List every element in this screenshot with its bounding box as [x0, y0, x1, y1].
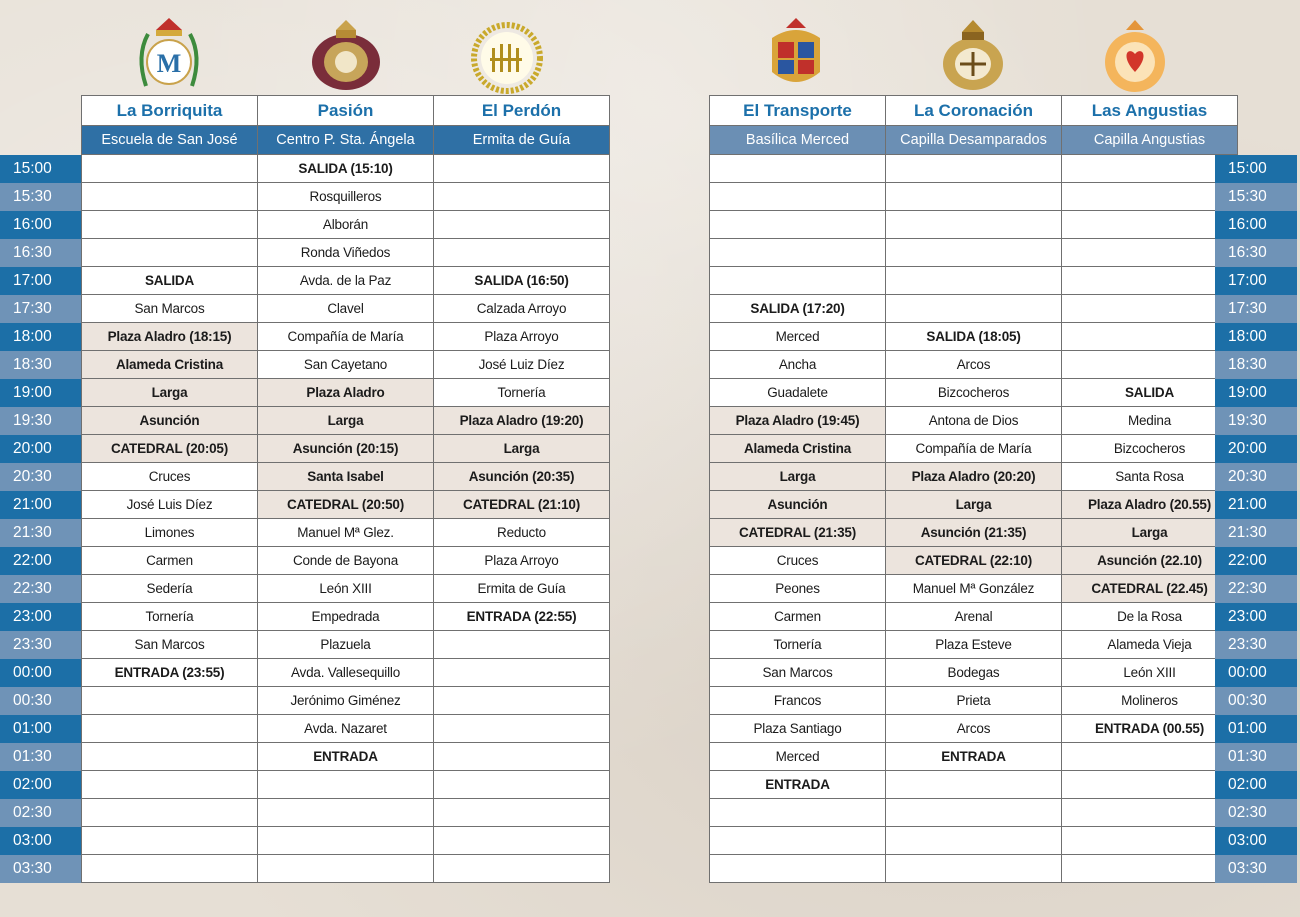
- table-cell: Manuel Mª González: [886, 575, 1062, 603]
- table-cell: Plaza Aladro (18:15): [82, 323, 258, 351]
- time-slot: 19:30: [1215, 407, 1297, 435]
- table-cell: [434, 799, 610, 827]
- table-cell: [82, 687, 258, 715]
- table-cell: [434, 743, 610, 771]
- left-schedule-table: [81, 95, 610, 883]
- table-cell: Plaza Esteve: [886, 631, 1062, 659]
- time-slot: 16:30: [0, 239, 82, 267]
- table-cell: Rosquilleros: [258, 183, 434, 211]
- time-slot: 22:30: [0, 575, 82, 603]
- table-row: [82, 519, 610, 547]
- table-row: [82, 827, 610, 855]
- table-cell: Conde de Bayona: [258, 547, 434, 575]
- table-cell: Larga: [258, 407, 434, 435]
- table-row: [82, 323, 610, 351]
- time-slot: 22:00: [0, 547, 82, 575]
- table-cell: [434, 771, 610, 799]
- table-cell: Plaza Santiago: [710, 715, 886, 743]
- table-row: [82, 715, 610, 743]
- table-cell: Merced: [710, 743, 886, 771]
- table-cell: León XIII: [1062, 659, 1238, 687]
- table-cell: Ermita de Guía: [434, 575, 610, 603]
- brotherhood-names-row: [710, 96, 1238, 126]
- table-cell: [258, 771, 434, 799]
- table-cell: CATEDRAL (21:10): [434, 491, 610, 519]
- table-cell: [258, 827, 434, 855]
- table-cell: [1062, 295, 1238, 323]
- table-cell: Calzada Arroyo: [434, 295, 610, 323]
- table-cell: Compañía de María: [886, 435, 1062, 463]
- table-row: [710, 155, 1238, 183]
- time-slot: 03:30: [1215, 855, 1297, 883]
- table-cell: [1062, 351, 1238, 379]
- table-cell: Larga: [82, 379, 258, 407]
- table-cell: CATEDRAL (20:05): [82, 435, 258, 463]
- time-slot: 15:00: [0, 155, 82, 183]
- table-cell: Santa Isabel: [258, 463, 434, 491]
- departure-places-row: [82, 126, 610, 155]
- table-cell: Jerónimo Giménez: [258, 687, 434, 715]
- table-row: [82, 799, 610, 827]
- table-cell: [1062, 323, 1238, 351]
- table-cell: [82, 771, 258, 799]
- table-cell: Bizcocheros: [1062, 435, 1238, 463]
- table-row: [710, 379, 1238, 407]
- table-cell: Plaza Aladro (20:20): [886, 463, 1062, 491]
- table-cell: [82, 155, 258, 183]
- table-row: [710, 407, 1238, 435]
- time-slot: 00:00: [1215, 659, 1297, 687]
- table-cell: [886, 267, 1062, 295]
- table-cell: Ancha: [710, 351, 886, 379]
- table-cell: SALIDA (17:20): [710, 295, 886, 323]
- table-cell: Bizcocheros: [886, 379, 1062, 407]
- brotherhood-name: Las Angustias: [1062, 96, 1238, 126]
- table-cell: [1062, 211, 1238, 239]
- table-cell: [82, 827, 258, 855]
- table-row: [710, 603, 1238, 631]
- table-cell: [886, 211, 1062, 239]
- table-cell: Larga: [886, 491, 1062, 519]
- table-cell: [434, 827, 610, 855]
- table-cell: Guadalete: [710, 379, 886, 407]
- table-cell: [82, 239, 258, 267]
- time-slot: 19:00: [0, 379, 82, 407]
- table-cell: [1062, 799, 1238, 827]
- table-cell: Tornería: [82, 603, 258, 631]
- departure-place: Escuela de San José: [82, 126, 258, 155]
- table-cell: Asunción: [710, 491, 886, 519]
- table-cell: Carmen: [710, 603, 886, 631]
- table-row: [82, 239, 610, 267]
- table-cell: [82, 183, 258, 211]
- time-slot: 02:00: [0, 771, 82, 799]
- departure-place: Centro P. Sta. Ángela: [258, 126, 434, 155]
- table-cell: Arenal: [886, 603, 1062, 631]
- brotherhood-name: El Transporte: [710, 96, 886, 126]
- time-slot: 20:30: [1215, 463, 1297, 491]
- table-cell: Plaza Aladro (19:20): [434, 407, 610, 435]
- table-cell: [710, 827, 886, 855]
- table-cell: [82, 799, 258, 827]
- time-slot: 17:30: [1215, 295, 1297, 323]
- table-cell: Molineros: [1062, 687, 1238, 715]
- table-cell: [258, 799, 434, 827]
- time-slot: 19:00: [1215, 379, 1297, 407]
- table-cell: [1062, 239, 1238, 267]
- time-slot: 23:00: [1215, 603, 1297, 631]
- time-slot: 00:30: [1215, 687, 1297, 715]
- time-slot: 21:00: [1215, 491, 1297, 519]
- time-slot: 01:00: [1215, 715, 1297, 743]
- table-cell: [434, 715, 610, 743]
- table-cell: Asunción: [82, 407, 258, 435]
- time-slot: 21:30: [0, 519, 82, 547]
- time-slot: 15:30: [1215, 183, 1297, 211]
- table-row: [710, 855, 1238, 883]
- left-time-column: [0, 155, 82, 883]
- table-cell: [710, 855, 886, 883]
- table-cell: [1062, 771, 1238, 799]
- table-cell: Cruces: [710, 547, 886, 575]
- table-row: [710, 715, 1238, 743]
- table-cell: San Cayetano: [258, 351, 434, 379]
- table-row: [710, 743, 1238, 771]
- table-cell: [82, 211, 258, 239]
- time-slot: 01:30: [1215, 743, 1297, 771]
- table-cell: [258, 855, 434, 883]
- brotherhood-name: El Perdón: [434, 96, 610, 126]
- table-cell: Sedería: [82, 575, 258, 603]
- table-cell: [710, 183, 886, 211]
- time-slot: 17:30: [0, 295, 82, 323]
- time-slot: 15:00: [1215, 155, 1297, 183]
- table-row: [82, 435, 610, 463]
- table-cell: [82, 715, 258, 743]
- table-row: [710, 351, 1238, 379]
- time-slot: 03:00: [1215, 827, 1297, 855]
- table-cell: [434, 239, 610, 267]
- table-row: [82, 183, 610, 211]
- table-row: [82, 379, 610, 407]
- table-cell: Avda. Nazaret: [258, 715, 434, 743]
- table-cell: Avda. de la Paz: [258, 267, 434, 295]
- right-time-column: [1215, 155, 1297, 883]
- table-row: [82, 687, 610, 715]
- table-cell: ENTRADA (22:55): [434, 603, 610, 631]
- table-cell: Plaza Arroyo: [434, 547, 610, 575]
- time-slot: 02:00: [1215, 771, 1297, 799]
- table-row: [82, 631, 610, 659]
- table-cell: [710, 267, 886, 295]
- table-cell: [886, 771, 1062, 799]
- table-cell: ENTRADA: [710, 771, 886, 799]
- table-cell: San Marcos: [82, 631, 258, 659]
- time-slot: 18:00: [0, 323, 82, 351]
- time-slot: 22:00: [1215, 547, 1297, 575]
- table-row: [82, 855, 610, 883]
- table-row: [710, 267, 1238, 295]
- table-cell: Medina: [1062, 407, 1238, 435]
- table-cell: ENTRADA (00.55): [1062, 715, 1238, 743]
- table-row: [710, 491, 1238, 519]
- table-cell: Alborán: [258, 211, 434, 239]
- las-angustias-crest: [1098, 16, 1172, 94]
- table-cell: [82, 855, 258, 883]
- table-row: [710, 659, 1238, 687]
- table-cell: [886, 799, 1062, 827]
- table-row: [82, 295, 610, 323]
- table-row: [710, 211, 1238, 239]
- table-cell: [710, 799, 886, 827]
- table-cell: Plaza Aladro: [258, 379, 434, 407]
- table-cell: [434, 855, 610, 883]
- el-transporte-crest: [764, 16, 828, 94]
- table-cell: Limones: [82, 519, 258, 547]
- table-cell: Tornería: [434, 379, 610, 407]
- departure-place: Basílica Merced: [710, 126, 886, 155]
- table-cell: José Luiz Díez: [434, 351, 610, 379]
- table-cell: [434, 687, 610, 715]
- table-cell: SALIDA (16:50): [434, 267, 610, 295]
- time-slot: 18:00: [1215, 323, 1297, 351]
- table-cell: Peones: [710, 575, 886, 603]
- departure-places-row: [710, 126, 1238, 155]
- table-cell: Arcos: [886, 715, 1062, 743]
- table-cell: León XIII: [258, 575, 434, 603]
- table-cell: Merced: [710, 323, 886, 351]
- time-slot: 03:30: [0, 855, 82, 883]
- table-cell: Larga: [710, 463, 886, 491]
- table-cell: [710, 155, 886, 183]
- table-row: [82, 155, 610, 183]
- table-row: [82, 547, 610, 575]
- table-cell: Plaza Aladro (20.55): [1062, 491, 1238, 519]
- table-cell: [886, 855, 1062, 883]
- table-cell: Compañía de María: [258, 323, 434, 351]
- table-cell: ENTRADA: [258, 743, 434, 771]
- time-slot: 01:00: [0, 715, 82, 743]
- table-row: [82, 659, 610, 687]
- table-cell: Plaza Arroyo: [434, 323, 610, 351]
- table-cell: Manuel Mª Glez.: [258, 519, 434, 547]
- table-cell: Tornería: [710, 631, 886, 659]
- table-cell: Reducto: [434, 519, 610, 547]
- time-slot: 16:00: [0, 211, 82, 239]
- table-cell: Alameda Vieja: [1062, 631, 1238, 659]
- table-cell: Asunción (20:35): [434, 463, 610, 491]
- table-cell: SALIDA: [82, 267, 258, 295]
- table-cell: [886, 155, 1062, 183]
- departure-place: Ermita de Guía: [434, 126, 610, 155]
- time-slot: 18:30: [1215, 351, 1297, 379]
- time-slot: 19:30: [0, 407, 82, 435]
- table-cell: Larga: [1062, 519, 1238, 547]
- time-slot: 21:30: [1215, 519, 1297, 547]
- time-slot: 22:30: [1215, 575, 1297, 603]
- time-slot: 00:00: [0, 659, 82, 687]
- table-cell: [82, 743, 258, 771]
- table-cell: Plaza Aladro (19:45): [710, 407, 886, 435]
- table-cell: [434, 155, 610, 183]
- time-slot: 01:30: [0, 743, 82, 771]
- brotherhood-name: Pasión: [258, 96, 434, 126]
- table-row: [710, 295, 1238, 323]
- departure-place: Capilla Angustias: [1062, 126, 1238, 155]
- time-slot: 20:00: [0, 435, 82, 463]
- table-cell: San Marcos: [710, 659, 886, 687]
- table-cell: De la Rosa: [1062, 603, 1238, 631]
- time-slot: 17:00: [1215, 267, 1297, 295]
- table-cell: José Luis Díez: [82, 491, 258, 519]
- table-row: [82, 771, 610, 799]
- table-row: [710, 575, 1238, 603]
- table-row: [710, 687, 1238, 715]
- table-cell: Arcos: [886, 351, 1062, 379]
- table-row: [710, 799, 1238, 827]
- table-row: [82, 211, 610, 239]
- table-cell: Clavel: [258, 295, 434, 323]
- pasion-crest: [306, 16, 386, 94]
- table-cell: ENTRADA (23:55): [82, 659, 258, 687]
- table-cell: CATEDRAL (21:35): [710, 519, 886, 547]
- table-cell: CATEDRAL (20:50): [258, 491, 434, 519]
- time-slot: 00:30: [0, 687, 82, 715]
- table-cell: [710, 211, 886, 239]
- table-cell: Prieta: [886, 687, 1062, 715]
- table-cell: Plazuela: [258, 631, 434, 659]
- time-slot: 23:00: [0, 603, 82, 631]
- time-slot: 20:00: [1215, 435, 1297, 463]
- table-row: [82, 351, 610, 379]
- time-slot: 18:30: [0, 351, 82, 379]
- table-row: [710, 323, 1238, 351]
- time-slot: 15:30: [0, 183, 82, 211]
- table-row: [710, 547, 1238, 575]
- table-cell: [886, 827, 1062, 855]
- table-cell: Carmen: [82, 547, 258, 575]
- table-cell: [710, 239, 886, 267]
- time-slot: 02:30: [1215, 799, 1297, 827]
- table-cell: Ronda Viñedos: [258, 239, 434, 267]
- time-slot: 23:30: [1215, 631, 1297, 659]
- table-cell: [1062, 743, 1238, 771]
- table-cell: [1062, 155, 1238, 183]
- table-row: [82, 267, 610, 295]
- table-cell: San Marcos: [82, 295, 258, 323]
- table-row: [82, 463, 610, 491]
- time-slot: 16:30: [1215, 239, 1297, 267]
- table-cell: Asunción (20:15): [258, 435, 434, 463]
- table-cell: [886, 295, 1062, 323]
- table-row: [710, 771, 1238, 799]
- table-row: [710, 183, 1238, 211]
- time-slot: 16:00: [1215, 211, 1297, 239]
- table-cell: CATEDRAL (22:10): [886, 547, 1062, 575]
- time-slot: 23:30: [0, 631, 82, 659]
- departure-place: Capilla Desamparados: [886, 126, 1062, 155]
- time-slot: 03:00: [0, 827, 82, 855]
- table-cell: ENTRADA: [886, 743, 1062, 771]
- table-cell: Larga: [434, 435, 610, 463]
- table-cell: [1062, 267, 1238, 295]
- brotherhood-name: La Coronación: [886, 96, 1062, 126]
- table-cell: [434, 659, 610, 687]
- table-cell: Empedrada: [258, 603, 434, 631]
- svg-text:M: M: [156, 49, 182, 78]
- table-cell: Asunción (21:35): [886, 519, 1062, 547]
- table-cell: CATEDRAL (22.45): [1062, 575, 1238, 603]
- table-cell: Santa Rosa: [1062, 463, 1238, 491]
- table-cell: Bodegas: [886, 659, 1062, 687]
- table-cell: [434, 631, 610, 659]
- time-slot: 17:00: [0, 267, 82, 295]
- table-cell: [886, 239, 1062, 267]
- brotherhood-name: La Borriquita: [82, 96, 258, 126]
- el-perdon-crest: [470, 16, 544, 94]
- table-cell: [1062, 855, 1238, 883]
- la-borriquita-crest: [132, 16, 206, 94]
- table-row: [710, 519, 1238, 547]
- table-row: [710, 239, 1238, 267]
- table-row: [82, 743, 610, 771]
- table-cell: [1062, 183, 1238, 211]
- table-row: [710, 463, 1238, 491]
- table-cell: Avda. Vallesequillo: [258, 659, 434, 687]
- table-cell: Alameda Cristina: [710, 435, 886, 463]
- table-cell: Asunción (22.10): [1062, 547, 1238, 575]
- table-cell: Cruces: [82, 463, 258, 491]
- table-cell: Antona de Dios: [886, 407, 1062, 435]
- time-slot: 02:30: [0, 799, 82, 827]
- table-cell: [1062, 827, 1238, 855]
- time-slot: 21:00: [0, 491, 82, 519]
- table-row: [82, 603, 610, 631]
- table-cell: [886, 183, 1062, 211]
- table-cell: SALIDA (18:05): [886, 323, 1062, 351]
- table-row: [82, 407, 610, 435]
- la-coronacion-crest: [936, 16, 1010, 94]
- table-row: [710, 827, 1238, 855]
- brotherhood-names-row: [82, 96, 610, 126]
- table-row: [82, 575, 610, 603]
- table-row: [710, 631, 1238, 659]
- table-cell: Alameda Cristina: [82, 351, 258, 379]
- table-cell: [434, 183, 610, 211]
- table-cell: Francos: [710, 687, 886, 715]
- table-row: [82, 491, 610, 519]
- table-cell: [434, 211, 610, 239]
- table-cell: SALIDA (15:10): [258, 155, 434, 183]
- table-cell: SALIDA: [1062, 379, 1238, 407]
- time-slot: 20:30: [0, 463, 82, 491]
- table-row: [710, 435, 1238, 463]
- right-schedule-table: [709, 95, 1238, 883]
